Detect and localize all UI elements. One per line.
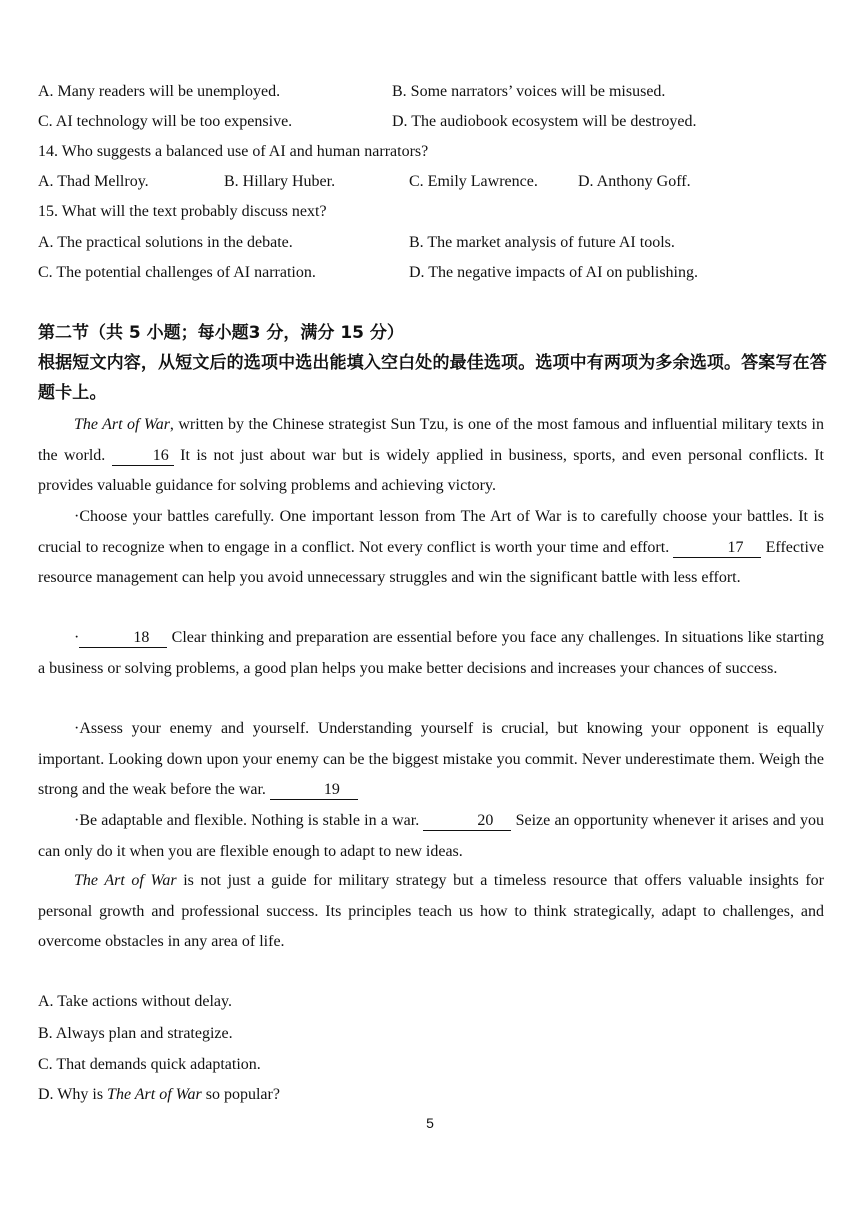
q15-option-c: C. The potential challenges of AI narration. <box>38 264 316 281</box>
q13-option-a: A. Many readers will be unemployed. <box>38 83 281 100</box>
q15-option-a: A. The practical solutions in the debate. <box>38 234 293 251</box>
option-a: A. Take actions without delay. <box>38 993 232 1010</box>
section-instruction: 根据短文内容，从短文后的选项中选出能填入空白处的最佳选项。选项中有两项为多余选项。答案写在答题卡上。 <box>38 353 827 403</box>
passage-paragraph-4: ·Assess your enemy and yourself. Understanding yourself is crucial, but knowing your opponent is equally important. Looking down upon your enemy can be the biggest mistake you commit. Never underestimate them. Weigh the strong and the weak before the war. 19 <box>38 720 824 798</box>
book-title: The Art of War <box>74 872 177 889</box>
blank-19: 19 <box>270 781 358 800</box>
book-title: The Art of War <box>74 416 170 433</box>
q13-option-b: B. Some narrators’ voices will be misused. <box>392 83 666 100</box>
option-d: D. Why is The Art of War so popular? <box>38 1086 280 1103</box>
q14-option-d: D. Anthony Goff. <box>578 173 691 190</box>
passage-paragraph-1: The Art of War, written by the Chinese strategist Sun Tzu, is one of the most famous and influential military texts in the world. 16 It is not just about war but is widely applied in business, sports, and even personal conflicts. It provides valuable guidance for solving problems and achieving victory. <box>38 416 824 494</box>
q15-option-d: D. The negative impacts of AI on publishing. <box>409 264 698 281</box>
blank-17: 17 <box>673 539 761 558</box>
q14-option-a: A. Thad Mellroy. <box>38 173 149 190</box>
q14-option-c: C. Emily Lawrence. <box>409 173 538 190</box>
option-b: B. Always plan and strategize. <box>38 1025 233 1042</box>
passage-paragraph-5: ·Be adaptable and flexible. Nothing is stable in a war. 20 Seize an opportunity whenever it arises and you can only do it when you are flexible enough to adapt to new ideas. <box>38 812 824 860</box>
passage-paragraph-2: ·Choose your battles carefully. One important lesson from The Art of War is to carefully choose your battles. It is crucial to recognize when to engage in a conflict. Not every conflict is worth your time and effort. 17 Effective resource management can help you avoid unnecessary struggles and win the significant battle with less effort. <box>38 508 824 586</box>
blank-16: 16 <box>112 447 174 466</box>
q13-option-c: C. AI technology will be too expensive. <box>38 113 293 130</box>
q14-question: 14. Who suggests a balanced use of AI and human narrators? <box>38 143 429 160</box>
blank-18: 18 <box>79 629 167 648</box>
book-title: The Art of War <box>107 1086 202 1103</box>
page-number: 5 <box>426 1115 434 1131</box>
q15-option-b: B. The market analysis of future AI tools. <box>409 234 675 251</box>
option-c: C. That demands quick adaptation. <box>38 1056 261 1073</box>
section-heading: 第二节（共 5 小题；每小题3 分，满分 15 分） <box>38 323 404 343</box>
passage-paragraph-3: · 18 Clear thinking and preparation are essential before you face any challenges. In situations like starting a business or solving problems, a good plan helps you make better decisions and increases your chances of success. <box>38 629 824 677</box>
q14-option-b: B. Hillary Huber. <box>224 173 336 190</box>
q13-option-d: D. The audiobook ecosystem will be destroyed. <box>392 113 697 130</box>
passage-paragraph-6: The Art of War is not just a guide for military strategy but a timeless resource that offers valuable insights for personal growth and professional success. Its principles teach us how to think strategically, adapt to challenges, and overcome obstacles in any area of life. <box>38 872 825 950</box>
blank-20: 20 <box>423 812 511 831</box>
q15-question: 15. What will the text probably discuss next? <box>38 203 327 220</box>
